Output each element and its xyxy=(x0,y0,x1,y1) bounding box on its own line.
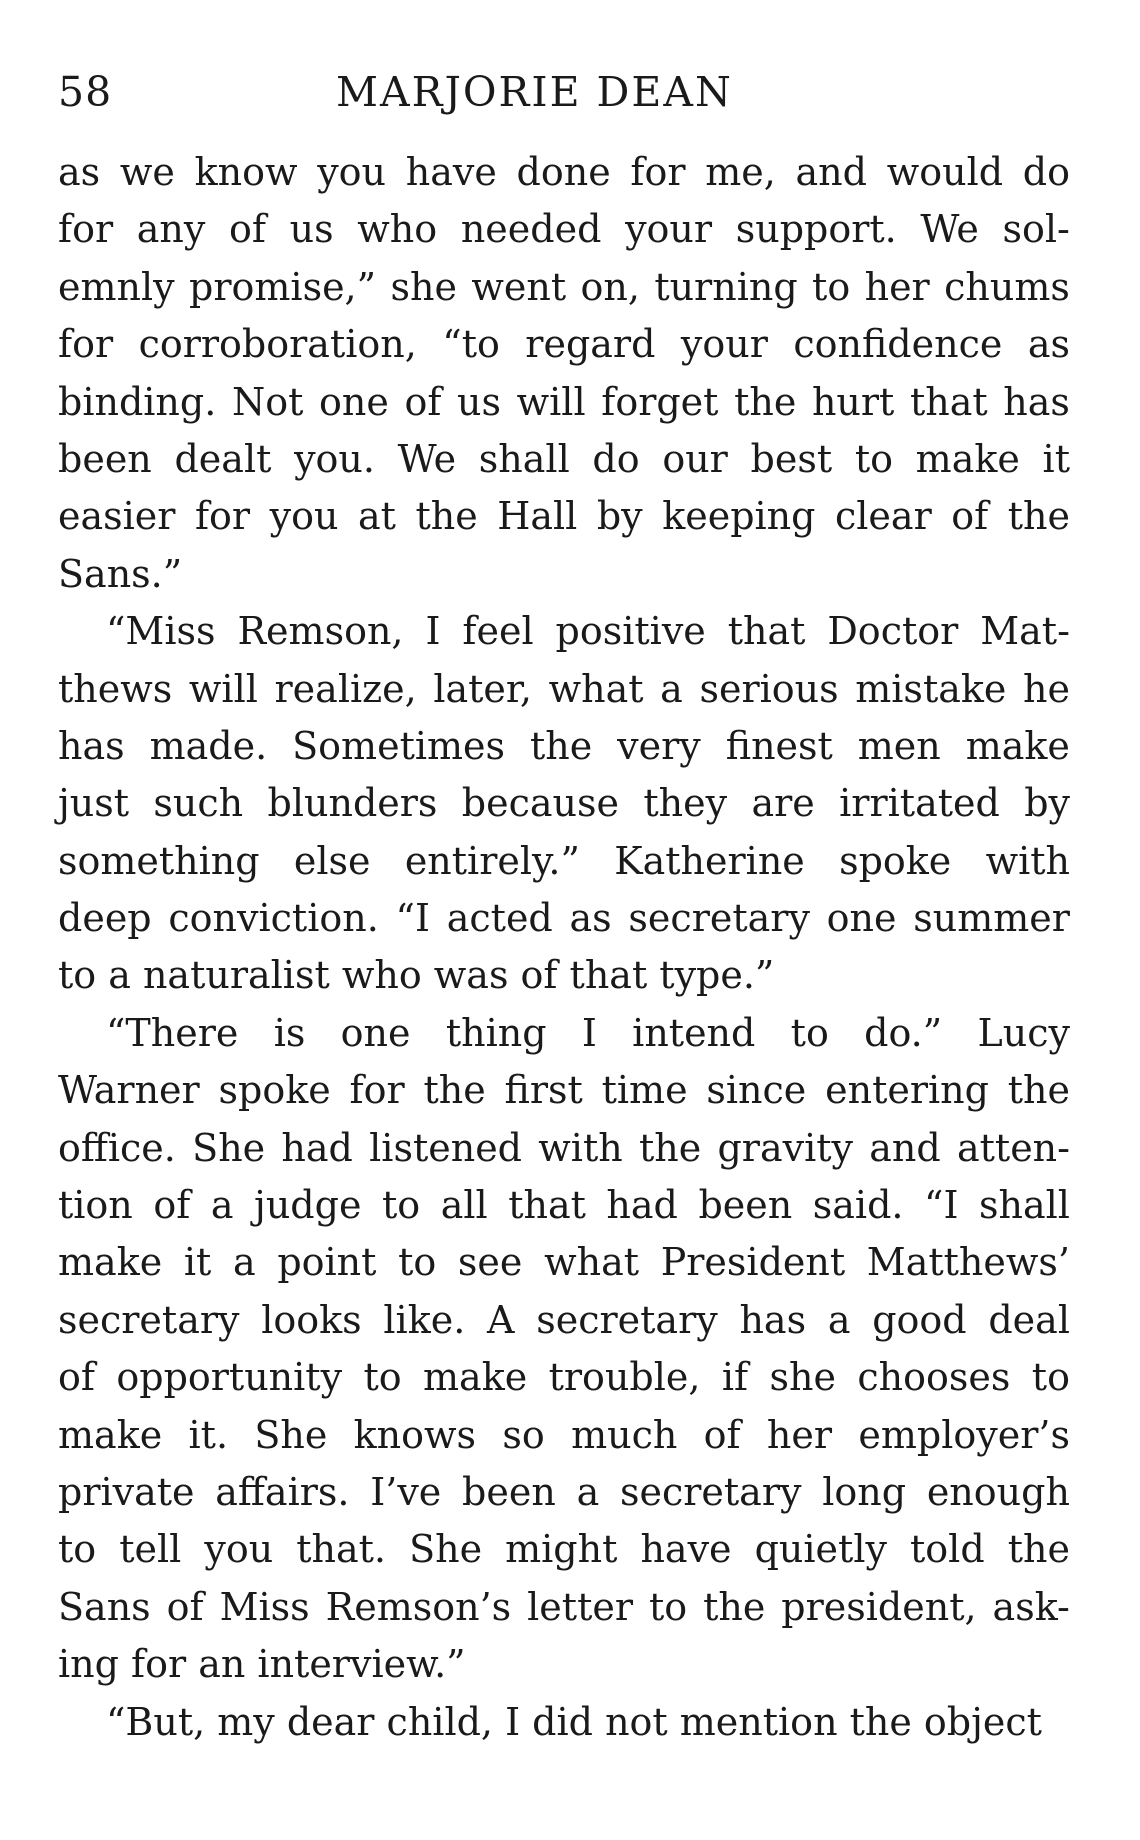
text-line: Sans of Miss Remson’s letter to the president, ask- xyxy=(58,1584,1070,1629)
book-page xyxy=(58,62,1070,1751)
text-line: deep conviction. “I acted as secretary one summer xyxy=(58,896,1070,941)
text-line: for corroboration, “to regard your confidence as xyxy=(58,322,1070,367)
text-line: “Miss Remson, I feel positive that Doctor Mat- xyxy=(106,609,1070,654)
paragraph xyxy=(58,1005,1070,1694)
text-line: secretary looks like. A secretary has a good deal xyxy=(58,1297,1070,1342)
text-line: “There is one thing I intend to do.” Lucy xyxy=(106,1010,1070,1055)
text-line: has made. Sometimes the very finest men make xyxy=(58,723,1070,768)
text-line: make it. She knows so much of her employer’s xyxy=(58,1412,1070,1457)
page-number: 58 xyxy=(58,68,113,116)
text-line: “But, my dear child, I did not mention the object xyxy=(106,1699,1042,1744)
text-line: of opportunity to make trouble, if she chooses to xyxy=(58,1355,1070,1400)
text-line: make it a point to see what President Matthews’ xyxy=(58,1240,1070,1285)
text-line: as we know you have done for me, and would do xyxy=(58,150,1070,194)
paragraph xyxy=(58,603,1070,1005)
text-line: something else entirely.” Katherine spoke with xyxy=(58,838,1070,883)
paragraph xyxy=(58,1694,1070,1751)
text-line: been dealt you. We shall do our best to make it xyxy=(58,436,1070,481)
text-line: Warner spoke for the first time since entering the xyxy=(58,1068,1070,1113)
text-line: emnly promise,” she went on, turning to her chums xyxy=(58,264,1070,309)
text-line: tion of a judge to all that had been said. “I shall xyxy=(58,1183,1070,1228)
text-line: ing for an interview.” xyxy=(58,1642,466,1687)
text-line: Sans.” xyxy=(58,551,183,596)
text-line: to a naturalist who was of that type.” xyxy=(58,953,775,998)
running-title: MARJORIE DEAN xyxy=(336,68,733,116)
text-line: office. She had listened with the gravity and atten- xyxy=(58,1125,1070,1170)
text-line: just such blunders because they are irritated by xyxy=(58,781,1070,826)
text-line: easier for you at the Hall by keeping clear of the xyxy=(58,494,1070,539)
text-line: private affairs. I’ve been a secretary long enough xyxy=(58,1469,1070,1514)
page-header xyxy=(58,62,1070,122)
text-line: to tell you that. She might have quietly told the xyxy=(58,1527,1070,1572)
body-text xyxy=(58,144,1070,1751)
text-line: binding. Not one of us will forget the hurt that has xyxy=(58,379,1070,424)
text-line: for any of us who needed your support. We sol- xyxy=(58,207,1070,252)
paragraph xyxy=(58,144,1070,603)
text-line: thews will realize, later, what a serious mistake he xyxy=(58,666,1070,711)
